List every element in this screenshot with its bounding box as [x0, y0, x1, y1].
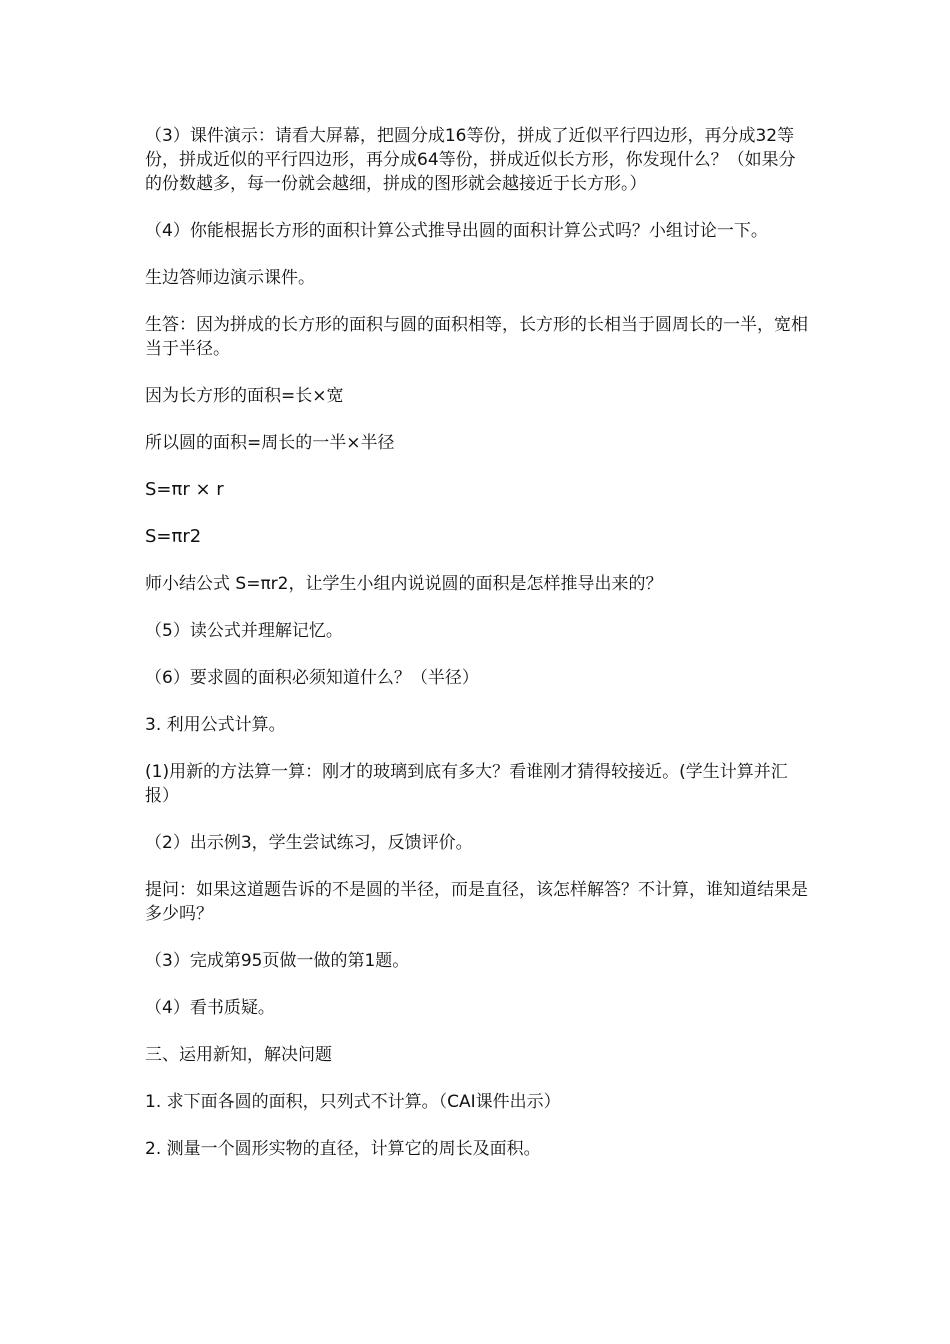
paragraph-question: 提问：如果这道题告诉的不是圆的半径，而是直径，该怎样解答？不计算，谁知道结果是多少吗？: [145, 880, 808, 924]
paragraph-rectangle-area: 因为长方形的面积=长×宽: [145, 386, 344, 406]
paragraph-group-discussion: （4）你能根据长方形的面积计算公式推导出圆的面积计算公式吗？小组讨论一下。: [145, 221, 768, 241]
paragraph-read-book: （4）看书质疑。: [145, 998, 275, 1018]
section-heading-use-formula: 3. 利用公式计算。: [145, 715, 286, 735]
paragraph-demo-note: 生边答师边演示课件。: [145, 268, 315, 288]
paragraph-task-2: 2. 测量一个圆形实物的直径，计算它的周长及面积。: [145, 1139, 541, 1159]
section-heading-apply: 三、运用新知，解决问题: [145, 1045, 332, 1065]
paragraph-example-3: （2）出示例3，学生尝试练习，反馈评价。: [145, 833, 473, 853]
paragraph-student-answer: 生答：因为拼成的长方形的面积与圆的面积相等，长方形的长相当于圆周长的一半，宽相当于半径。: [145, 315, 808, 359]
paragraph-task-1: 1. 求下面各圆的面积，只列式不计算。（CAI课件出示）: [145, 1092, 561, 1112]
paragraph-courseware-demo: （3）课件演示：请看大屏幕，把圆分成16等份，拼成了近似平行四边形，再分成32等份，拼成近似的平行四边形，再分成64等份，拼成近似长方形，你发现什么？（如果分的份数越多，每一份就会越细，拼成的图形就会越接近于长方形。）: [145, 126, 796, 194]
document-body: [145, 124, 810, 1184]
paragraph-teacher-summary: 师小结公式 S=πr2，让学生小组内说说圆的面积是怎样推导出来的？: [145, 574, 663, 594]
paragraph-exercise: （3）完成第95页做一做的第1题。: [145, 951, 410, 971]
paragraph-circle-area: 所以圆的面积=周长的一半×半径: [145, 433, 395, 453]
paragraph-new-method: (1)用新的方法算一算：刚才的玻璃到底有多大？看谁刚才猜得较接近。(学生计算并汇报）: [145, 762, 788, 806]
formula-step-1: S=πr × r: [145, 479, 224, 500]
formula-step-2: S=πr2: [145, 526, 202, 547]
paragraph-required-info: （6）要求圆的面积必须知道什么？（半径）: [145, 668, 479, 688]
paragraph-read-formula: （5）读公式并理解记忆。: [145, 621, 343, 641]
